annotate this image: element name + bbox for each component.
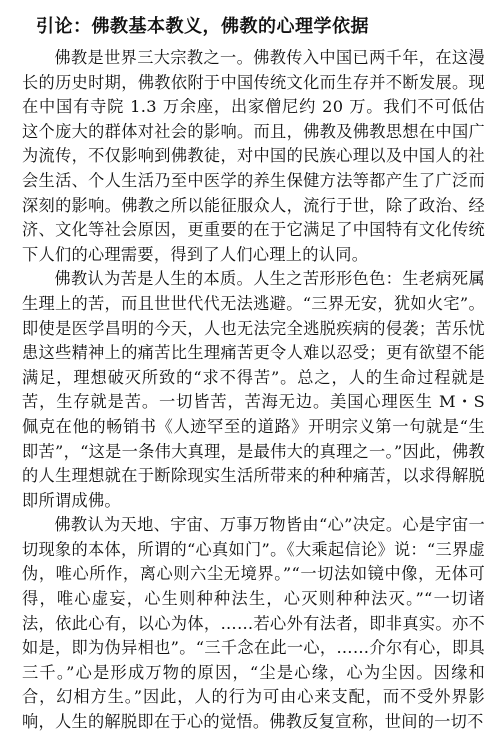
section-heading: 引论：佛教基本教义，佛教的心理学依据 — [36, 16, 369, 37]
paragraph-2: 佛教认为苦是人生的本质。人生之苦形形色色：生老病死属生理上的苦，而且世世代代无法逃避。“三界无安，犹如火宅”。即使是医学昌明的今天，人也无法完全逃脱疾病的侵袭；苦乐忧患这些精神上的痛苦比生理痛苦更令人难以忍受；更有欲望不能满足，理想破灭所致的“求不得苦”。总之，人的生命过程就是苦，生存就是苦。一切皆苦，苦海无边。美国心理医生 M・S 佩克在他的畅销书《人迹罕至的道路》开明宗义第一句就是“生即苦”，“这是一条伟大真理，是最伟大的真理之一。”因此，佛教的人生理想就在于断除现实生活所带来的种种痛苦，以求得解脱即所谓成佛。 — [22, 269, 485, 510]
paragraph-1: 佛教是世界三大宗教之一。佛教传入中国已两千年，在这漫长的历史时期，佛教依附于中国传统文化而生存并不断发展。现在中国有寺院 1.3 万余座，出家僧尼约 20 万。我们不可低估这个庞大的群体对社会的影响。而且，佛教及佛教思想在中国广为流传，不仅影响到佛教徒，对中国的民族心理以及中国人的社会生活、个人生活乃至中医学的养生保健方法等都产生了广泛而深刻的影响。佛教之所以能征服众人，流行于世，除了政治、经济、文化等社会原因，更重要的在于它满足了中国特有文化传统下人们的心理需要，得到了人们心理上的认同。 — [22, 48, 485, 264]
paragraph-3: 佛教认为天地、宇宙、万事万物皆由“心”决定。心是宇宙一切现象的本体，所谓的“心真如门”。《大乘起信论》说：“三界虚伪，唯心所作，离心则六尘无境界。”“一切法如镜中像，无体可得，唯心虚妄，心生则种种法生，心灭则种种法灭。”“一切诸法，依此心有，以心为体，……若心外有法者，即非真实。亦不如是，即为伪异相也”。“三千念在此一心，……介尔有心，即具三千。”心是形成万物的原因，“尘是心缘，心为尘因。因缘和合，幻相方生。”因此，人的行为可由心来支配，而不受外界影响，人生的解脱即在于心的觉悟。佛教反复宣称，世间的一切不 — [22, 515, 485, 732]
